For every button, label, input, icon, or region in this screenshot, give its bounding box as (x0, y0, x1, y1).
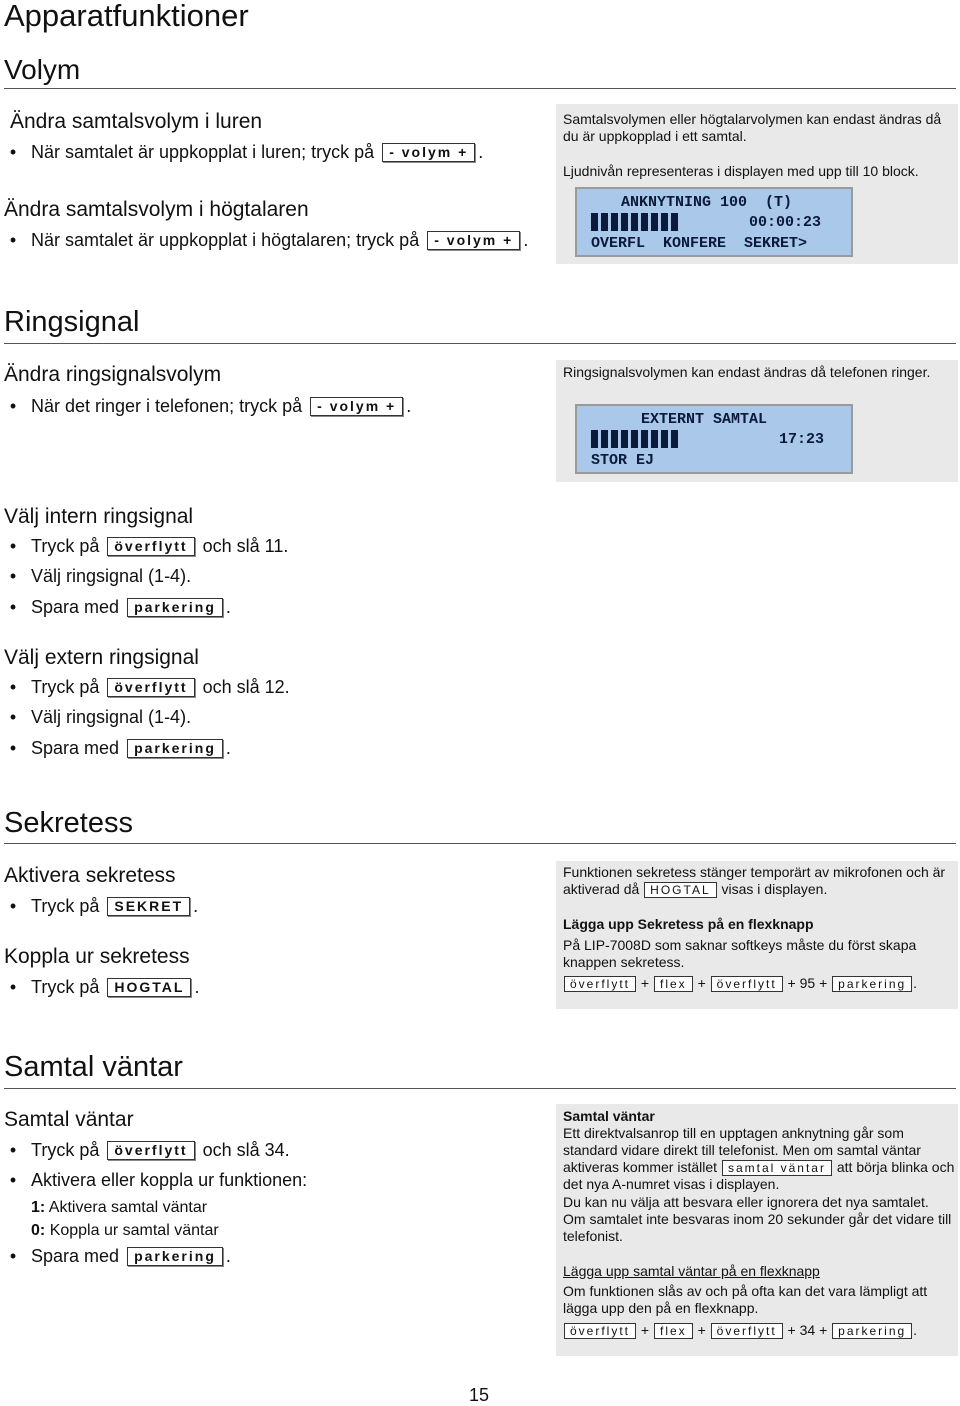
note-box-ringsignal (556, 360, 958, 482)
subheading-samtal-vantar: Samtal väntar (4, 1108, 134, 1131)
key-sequence: överflytt + flex + överflytt + 95 + parkering . (563, 975, 955, 992)
note-text: På LIP-7008D som saknar softkeys måste du först skapa knappen sekretess. (563, 937, 917, 970)
option-1: 1: Aktivera samtal väntar (31, 1199, 208, 1216)
display-line: ANKNYTNING 100 (T) (621, 194, 793, 211)
note-box-volym (556, 104, 958, 264)
note-bold-title: Lägga upp Sekretess på en flexknapp (563, 916, 814, 932)
volume-blocks (591, 213, 678, 231)
subheading-extern: Välj extern ringsignal (4, 646, 199, 669)
key-sequence: överflytt + flex + överflytt + 34 + parkering . (563, 1322, 955, 1339)
note-text: Du kan nu välja att besvara eller ignorera det nya samtalet. Om samtalet inte besvaras inom 20 sekunder går det vidare till telefonist. (563, 1194, 952, 1244)
overflytt-key[interactable]: överflytt (711, 1323, 783, 1339)
volym-key[interactable]: - volym + (382, 143, 475, 162)
subheading-intern: Välj intern ringsignal (4, 505, 194, 528)
section-heading-ringsignal: Ringsignal (4, 306, 140, 338)
display-softkeys: STOR EJ (591, 452, 655, 469)
note-underlined-title: Lägga upp samtal väntar på en flexknapp (563, 1263, 820, 1279)
bullet-dot: • (9, 230, 17, 250)
subheading-aktivera: Aktivera sekretess (4, 864, 176, 887)
subheading-ringsignalsvolym: Ändra ringsignalsvolym (4, 363, 222, 386)
parkering-key[interactable]: parkering (832, 1323, 912, 1339)
lcd-display (575, 404, 853, 474)
note-box-sekretess (556, 861, 958, 1009)
overflytt-key[interactable]: överflytt (107, 537, 194, 556)
hogtal-key[interactable]: HOGTAL (107, 978, 191, 997)
overflytt-key[interactable]: överflytt (107, 678, 194, 697)
section-heading-volym: Volym (4, 54, 81, 85)
volym-key[interactable]: - volym + (427, 231, 520, 250)
section-heading-samtal-vantar: Samtal väntar (4, 1051, 183, 1083)
parkering-key[interactable]: parkering (127, 1247, 223, 1266)
hogtal-key[interactable]: HOGTAL (644, 882, 716, 898)
page-title: Apparatfunktioner (4, 0, 249, 33)
section-heading-sekretess: Sekretess (4, 807, 133, 839)
note-text: Samtalsvolymen eller högtalarvolymen kan endast ändras då du är uppkopplad i ett samtal. (563, 111, 942, 144)
note-text: Om funktionen slås av och på ofta kan det vara lämpligt att lägga upp den på en flexknapp. (563, 1283, 928, 1316)
volym-key[interactable]: - volym + (310, 397, 403, 416)
display-time: 17:23 (779, 431, 825, 448)
overflytt-key[interactable]: överflytt (564, 1323, 636, 1339)
note-text: Ett direktvalsanrop till en upptagen anknytning går som standard vidare direkt till telefonist. Men om samtal väntar aktiveras kommer istället samtal väntar att börja blinka och det nya A-numret visas i displayen. (563, 1125, 955, 1192)
sekret-key[interactable]: SEKRET (107, 897, 190, 916)
subheading-koppla: Koppla ur sekretess (4, 945, 190, 968)
subheading-luren: Ändra samtalsvolym i luren (10, 110, 263, 133)
parkering-key[interactable]: parkering (832, 976, 912, 992)
overflytt-key[interactable]: överflytt (711, 976, 783, 992)
samtal-vantar-key[interactable]: samtal väntar (722, 1160, 832, 1176)
note-text: Funktionen sekretess stänger temporärt av mikrofonen och är aktiverad då HOGTAL visas i displayen. (563, 864, 946, 897)
page-number: 15 (469, 1385, 490, 1405)
section-divider (4, 88, 956, 89)
overflytt-key[interactable]: överflytt (107, 1141, 194, 1160)
overflytt-key[interactable]: överflytt (564, 976, 636, 992)
section-divider (4, 343, 956, 344)
option-0: 0: Koppla ur samtal väntar (31, 1222, 219, 1239)
note-text: Ljudnivån representeras i displayen med upp till 10 block. (563, 163, 919, 179)
display-line: EXTERNT SAMTAL (641, 411, 768, 428)
section-divider (4, 843, 956, 844)
note-box-samtal-vantar (556, 1104, 958, 1356)
display-time: 00:00:23 (749, 214, 822, 231)
lcd-display (575, 187, 853, 257)
subheading-hogtalaren: Ändra samtalsvolym i högtalaren (4, 198, 309, 221)
flex-key[interactable]: flex (654, 1323, 693, 1339)
flex-key[interactable]: flex (654, 976, 693, 992)
display-softkeys: OVERFL KONFERE SEKRET> (591, 235, 808, 252)
parkering-key[interactable]: parkering (127, 739, 223, 758)
note-bold-title: Samtal väntar (563, 1108, 655, 1124)
note-text: Ringsignalsvolymen kan endast ändras då telefonen ringer. (563, 364, 931, 380)
parkering-key[interactable]: parkering (127, 598, 223, 617)
volume-blocks (591, 430, 678, 448)
bullet-dot: • (9, 142, 17, 162)
bullet-dot: • (9, 396, 17, 416)
section-divider (4, 1088, 956, 1089)
